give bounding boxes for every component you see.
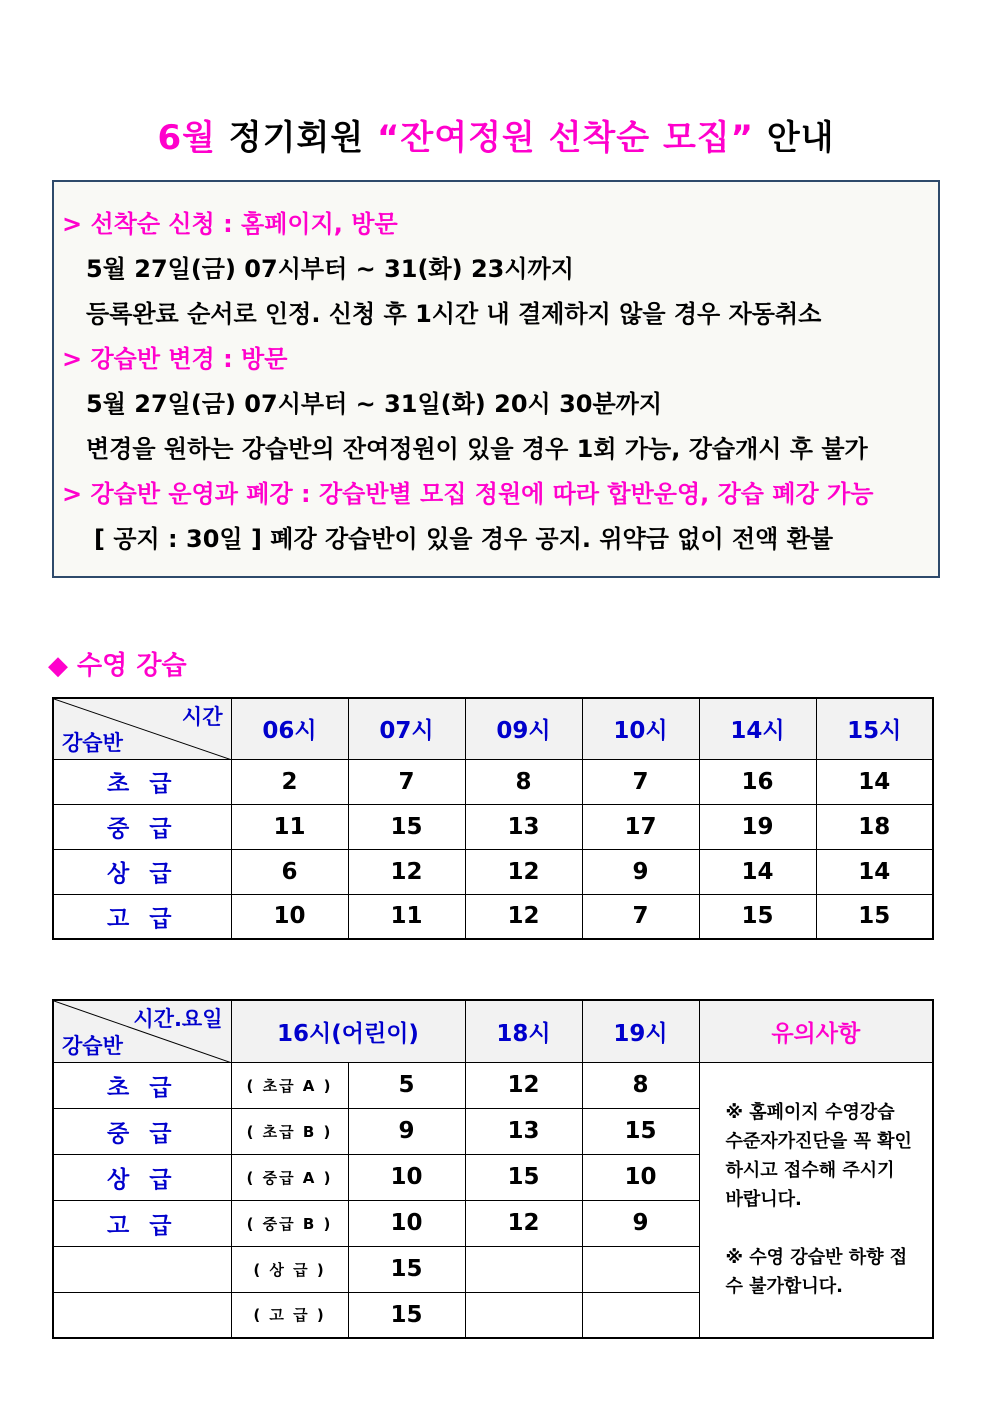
- change-period: 5월 27일(금) 07시부터 ~ 31일(화) 20시 30분까지: [86, 390, 663, 418]
- value-cell: 19: [699, 804, 816, 849]
- value-cell: [465, 1292, 582, 1338]
- row-label: 상 급: [53, 1154, 231, 1200]
- apply-heading: > 선착순 신청 : 홈페이지, 방문: [62, 210, 398, 238]
- kids-class-cell: ( 중급 A ): [231, 1154, 348, 1200]
- note-self-check: ※ 홈페이지 수영강습 수준자가진단을 꼭 확인하시고 접수해 주시기 바랍니다.: [725, 1102, 912, 1211]
- header-cell: 19시: [582, 1000, 699, 1062]
- row-label: 상 급: [53, 849, 231, 894]
- value-cell: 15: [348, 1292, 465, 1338]
- kids-class-cell: ( 중급 B ): [231, 1200, 348, 1246]
- value-cell: 2: [231, 759, 348, 804]
- value-cell: 10: [348, 1200, 465, 1246]
- cancel-heading: > 강습반 운영과 폐강 : 강습반별 모집 정원에 따라 합반운영, 강습 폐강 가능: [62, 480, 874, 508]
- header-cell-notes: 유의사항: [699, 1000, 933, 1062]
- notes-cell: [699, 1062, 933, 1338]
- value-cell: [582, 1292, 699, 1338]
- value-cell: 11: [231, 804, 348, 849]
- value-cell: 10: [231, 894, 348, 939]
- value-cell: 13: [465, 804, 582, 849]
- value-cell: 12: [465, 1062, 582, 1108]
- value-cell: 8: [582, 1062, 699, 1108]
- header-cell: 06시: [231, 698, 348, 759]
- value-cell: 17: [582, 804, 699, 849]
- value-cell: 6: [231, 849, 348, 894]
- table-row: [53, 1062, 933, 1108]
- row-label: [53, 1292, 231, 1338]
- row-label: [53, 1246, 231, 1292]
- value-cell: 7: [582, 894, 699, 939]
- section-heading-swim: ◆ 수영 강습: [48, 651, 187, 681]
- table2-corner: [53, 1000, 231, 1062]
- apply-period: 5월 27일(금) 07시부터 ~ 31(화) 23시까지: [86, 255, 574, 283]
- value-cell: 12: [348, 849, 465, 894]
- table1-corner: [53, 698, 231, 759]
- change-heading: > 강습반 변경 : 방문: [62, 345, 288, 373]
- corner-bottom-label: 강습반: [62, 1033, 123, 1058]
- value-cell: [465, 1246, 582, 1292]
- value-cell: 9: [582, 1200, 699, 1246]
- value-cell: 15: [348, 804, 465, 849]
- value-cell: 10: [582, 1154, 699, 1200]
- kids-class-cell: ( 초급 B ): [231, 1108, 348, 1154]
- change-rule: 변경을 원하는 강습반의 잔여정원이 있을 경우 1회 가능, 강습개시 후 불가: [86, 435, 868, 463]
- value-cell: 15: [348, 1246, 465, 1292]
- apply-rule: 등록완료 순서로 인정. 신청 후 1시간 내 결제하지 않을 경우 자동취소: [86, 300, 822, 328]
- row-label: 중 급: [53, 1108, 231, 1154]
- value-cell: 5: [348, 1062, 465, 1108]
- table-row: [53, 759, 933, 804]
- value-cell: 14: [699, 849, 816, 894]
- swim-schedule-table-1: [52, 697, 934, 940]
- table-row: [53, 849, 933, 894]
- header-cell: 18시: [465, 1000, 582, 1062]
- row-label: 초 급: [53, 1062, 231, 1108]
- value-cell: 15: [582, 1108, 699, 1154]
- notice-box: [52, 180, 940, 578]
- table-row: [53, 894, 933, 939]
- note-no-downgrade: ※ 수영 강습반 하향 접수 불가합니다.: [725, 1247, 908, 1298]
- corner-top-label: 시간.요일: [133, 1007, 223, 1031]
- value-cell: 15: [699, 894, 816, 939]
- header-cell: 10시: [582, 698, 699, 759]
- value-cell: 15: [816, 894, 933, 939]
- page-title: [0, 110, 992, 159]
- header-cell: 15시: [816, 698, 933, 759]
- title-suffix: 안내: [754, 118, 835, 158]
- swim-schedule-table-2: [52, 999, 934, 1339]
- header-cell: 16시(어린이): [231, 1000, 465, 1062]
- kids-class-cell: ( 상 급 ): [231, 1246, 348, 1292]
- value-cell: 14: [816, 759, 933, 804]
- value-cell: 12: [465, 894, 582, 939]
- header-cell: 09시: [465, 698, 582, 759]
- row-label: 고 급: [53, 1200, 231, 1246]
- row-label: 초 급: [53, 759, 231, 804]
- value-cell: 9: [348, 1108, 465, 1154]
- value-cell: 11: [348, 894, 465, 939]
- value-cell: 8: [465, 759, 582, 804]
- corner-bottom-label: 강습반: [62, 730, 123, 755]
- corner-top-label: 시간: [181, 705, 223, 729]
- table-row: [53, 804, 933, 849]
- value-cell: 15: [465, 1154, 582, 1200]
- value-cell: 7: [582, 759, 699, 804]
- kids-class-cell: ( 고 급 ): [231, 1292, 348, 1338]
- kids-class-cell: ( 초급 A ): [231, 1062, 348, 1108]
- value-cell: 9: [582, 849, 699, 894]
- title-highlight: “잔여정원 선착순 모집”: [377, 118, 754, 158]
- title-month: 6월: [157, 118, 216, 158]
- value-cell: [582, 1246, 699, 1292]
- value-cell: 12: [465, 849, 582, 894]
- value-cell: 13: [465, 1108, 582, 1154]
- value-cell: 14: [816, 849, 933, 894]
- value-cell: 16: [699, 759, 816, 804]
- value-cell: 10: [348, 1154, 465, 1200]
- value-cell: 18: [816, 804, 933, 849]
- header-cell: 07시: [348, 698, 465, 759]
- cancel-rule: [ 공지 : 30일 ] 폐강 강습반이 있을 경우 공지. 위약금 없이 전액 환불: [94, 525, 834, 553]
- value-cell: 12: [465, 1200, 582, 1246]
- header-cell: 14시: [699, 698, 816, 759]
- title-member: 정기회원: [215, 118, 378, 158]
- row-label: 고 급: [53, 894, 231, 939]
- row-label: 중 급: [53, 804, 231, 849]
- value-cell: 7: [348, 759, 465, 804]
